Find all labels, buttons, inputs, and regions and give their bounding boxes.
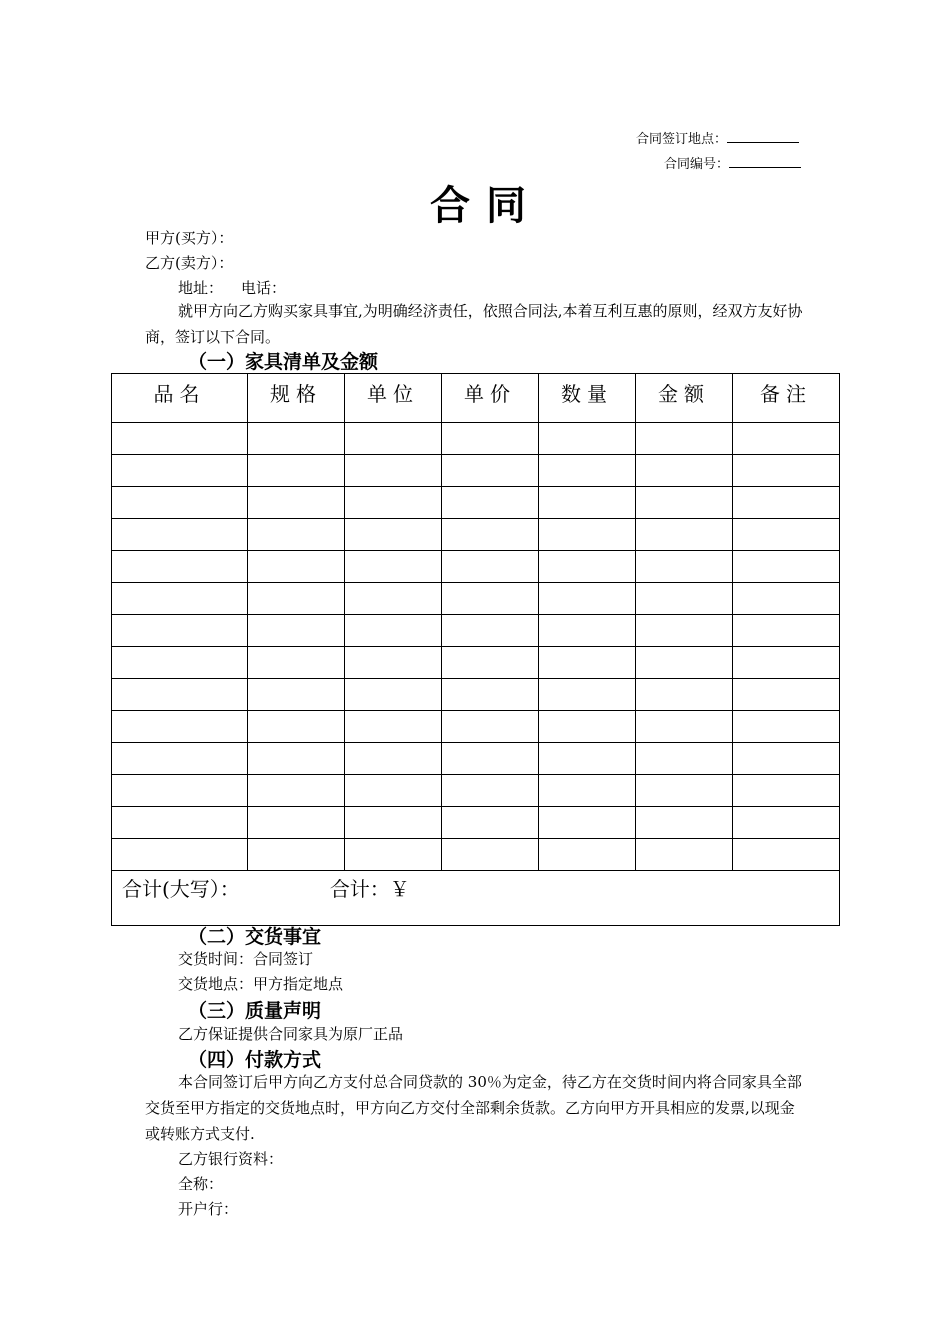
table-row <box>112 743 840 775</box>
delivery-place: 交货地点：甲方指定地点 <box>178 975 344 993</box>
table-cell <box>636 775 733 807</box>
table-cell <box>636 711 733 743</box>
table-cell <box>345 743 442 775</box>
table-cell <box>248 807 345 839</box>
table-cell <box>733 647 840 679</box>
table-cell <box>539 487 636 519</box>
phone-label: 电话： <box>241 279 287 297</box>
column-header-name: 品名 <box>112 374 248 423</box>
table-cell <box>442 775 539 807</box>
table-cell <box>442 743 539 775</box>
table-cell <box>539 775 636 807</box>
table-cell <box>733 711 840 743</box>
table-cell <box>248 583 345 615</box>
table-cell <box>345 583 442 615</box>
table-cell <box>248 615 345 647</box>
table-cell <box>112 615 248 647</box>
table-cell <box>248 711 345 743</box>
total-cell <box>112 871 840 926</box>
table-cell <box>733 583 840 615</box>
table-cell <box>733 423 840 455</box>
table-cell <box>112 711 248 743</box>
table-row <box>112 839 840 871</box>
table-cell <box>345 839 442 871</box>
table-cell <box>345 423 442 455</box>
column-header-quantity: 数量 <box>539 374 636 423</box>
table-cell <box>112 455 248 487</box>
table-header-row <box>112 374 840 423</box>
table-cell <box>733 839 840 871</box>
table-cell <box>345 679 442 711</box>
table-row <box>112 679 840 711</box>
table-cell <box>345 455 442 487</box>
table-cell <box>345 519 442 551</box>
table-cell <box>733 551 840 583</box>
intro-paragraph: 就甲方向乙方购买家具事宜,为明确经济责任，依照合同法,本着互利互惠的原则，经双方友好协商，签订以下合同。 <box>145 302 803 346</box>
table-cell <box>636 423 733 455</box>
quality-statement: 乙方保证提供合同家具为原厂正品 <box>178 1025 404 1043</box>
table-cell <box>636 807 733 839</box>
table-row <box>112 487 840 519</box>
table-cell <box>112 551 248 583</box>
table-cell <box>539 743 636 775</box>
table-cell <box>442 583 539 615</box>
table-cell <box>539 839 636 871</box>
table-cell <box>345 487 442 519</box>
table-cell <box>636 615 733 647</box>
table-cell <box>442 423 539 455</box>
table-cell <box>636 455 733 487</box>
section2-heading: （二）交货事宜 <box>188 926 322 948</box>
table-cell <box>442 455 539 487</box>
section1-heading: （一）家具清单及金额 <box>188 351 379 373</box>
table-cell <box>733 775 840 807</box>
table-cell <box>636 647 733 679</box>
table-cell <box>442 711 539 743</box>
table-cell <box>112 807 248 839</box>
table-cell <box>442 807 539 839</box>
table-cell <box>345 647 442 679</box>
contract-no-label: 合同编号： <box>664 157 730 172</box>
table-cell <box>442 679 539 711</box>
table-cell <box>112 423 248 455</box>
table-row <box>112 423 840 455</box>
table-cell <box>248 487 345 519</box>
table-cell <box>636 551 733 583</box>
table-cell <box>636 679 733 711</box>
table-cell <box>345 775 442 807</box>
table-cell <box>248 743 345 775</box>
table-row <box>112 775 840 807</box>
table-cell <box>345 807 442 839</box>
table-cell <box>442 519 539 551</box>
table-total-row <box>112 871 840 926</box>
section4-heading: （四）付款方式 <box>188 1049 322 1071</box>
sign-place-label: 合同签订地点： <box>636 132 728 147</box>
table-cell <box>539 519 636 551</box>
table-cell <box>733 743 840 775</box>
table-cell <box>248 679 345 711</box>
table-cell <box>442 487 539 519</box>
table-cell <box>442 839 539 871</box>
table-cell <box>112 839 248 871</box>
table-cell <box>733 679 840 711</box>
table-row <box>112 615 840 647</box>
column-header-unit-price: 单价 <box>442 374 539 423</box>
column-header-remarks: 备注 <box>733 374 840 423</box>
table-cell <box>112 743 248 775</box>
table-row <box>112 711 840 743</box>
table-cell <box>733 487 840 519</box>
table-cell <box>112 583 248 615</box>
table-row <box>112 551 840 583</box>
table-row <box>112 519 840 551</box>
column-header-amount: 金额 <box>636 374 733 423</box>
table-cell <box>248 775 345 807</box>
table-cell <box>539 807 636 839</box>
table-cell <box>248 455 345 487</box>
address-label: 地址： <box>178 279 224 297</box>
table-cell <box>442 551 539 583</box>
table-cell <box>112 679 248 711</box>
delivery-time: 交货时间：合同签订 <box>178 950 314 968</box>
bank-info-label: 乙方银行资料： <box>178 1150 284 1168</box>
payment-paragraph: 本合同签订后甲方向乙方支付总合同贷款的 30％为定金，待乙方在交货时间内将合同家具全部交货至甲方指定的交货地点时，甲方向乙方交付全部剩余货款。乙方向甲方开具相应的发票,以现金或转账方式支付. <box>145 1073 802 1143</box>
column-header-unit: 单位 <box>345 374 442 423</box>
total-caps-label: 合计(大写）： <box>122 877 240 901</box>
column-header-spec: 规格 <box>248 374 345 423</box>
table-cell <box>636 743 733 775</box>
table-cell <box>112 647 248 679</box>
table-row <box>112 455 840 487</box>
full-name-label: 全称： <box>178 1175 224 1193</box>
table-cell <box>248 423 345 455</box>
furniture-table <box>111 373 840 926</box>
table-cell <box>636 519 733 551</box>
table-cell <box>539 615 636 647</box>
table-cell <box>539 679 636 711</box>
table-cell <box>248 519 345 551</box>
table-cell <box>345 615 442 647</box>
table-cell <box>539 711 636 743</box>
table-cell <box>539 551 636 583</box>
table-cell <box>733 615 840 647</box>
party-a-label: 甲方(买方）： <box>145 229 234 247</box>
table-row <box>112 583 840 615</box>
table-cell <box>636 487 733 519</box>
table-cell <box>636 839 733 871</box>
table-cell <box>112 487 248 519</box>
table-cell <box>539 583 636 615</box>
table-cell <box>539 455 636 487</box>
table-cell <box>345 711 442 743</box>
table-cell <box>636 583 733 615</box>
table-row <box>112 647 840 679</box>
section3-heading: （三）质量声明 <box>188 1000 322 1022</box>
table-cell <box>442 615 539 647</box>
table-cell <box>112 519 248 551</box>
table-cell <box>539 423 636 455</box>
table-cell <box>442 647 539 679</box>
sign-place-blank <box>727 131 799 143</box>
party-b-label: 乙方(卖方）： <box>145 254 234 272</box>
table-cell <box>112 775 248 807</box>
table-cell <box>345 551 442 583</box>
contract-no-field <box>664 153 801 172</box>
bank-label: 开户行： <box>178 1200 239 1218</box>
sign-place-field <box>636 128 799 147</box>
table-cell <box>248 551 345 583</box>
table-cell <box>539 647 636 679</box>
table-cell <box>248 839 345 871</box>
table-row <box>112 807 840 839</box>
total-label: 合计：￥ <box>329 877 410 901</box>
table-cell <box>733 519 840 551</box>
table-cell <box>248 647 345 679</box>
table-cell <box>733 455 840 487</box>
contract-no-blank <box>729 156 801 168</box>
table-cell <box>733 807 840 839</box>
document-title: 合同 <box>430 183 542 229</box>
